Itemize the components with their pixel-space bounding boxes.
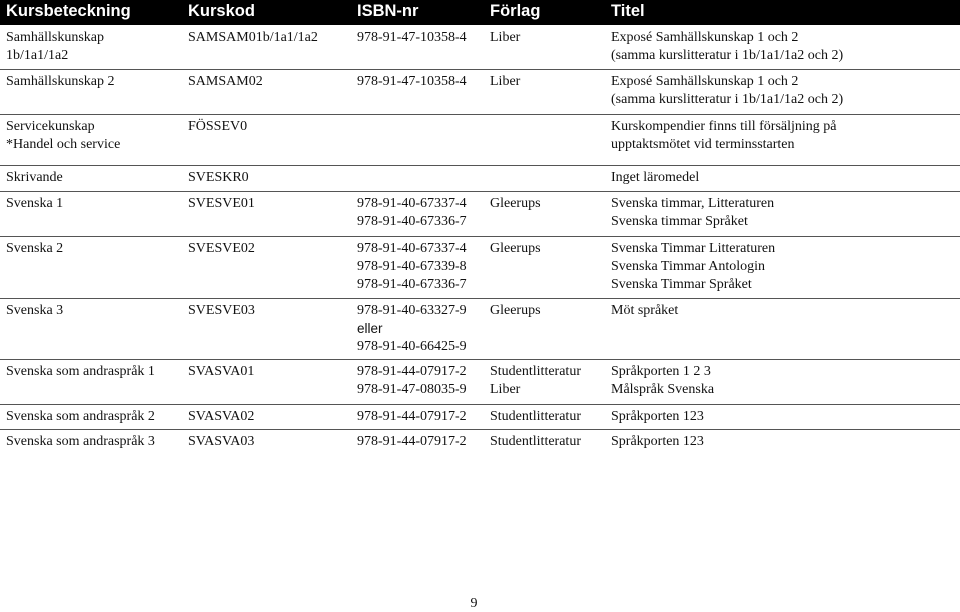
course-line: Servicekunskap <box>6 119 95 134</box>
cell-course <box>6 195 63 213</box>
cell-publisher <box>490 240 541 258</box>
cell-title <box>611 118 837 154</box>
course-line: Svenska 1 <box>6 196 64 211</box>
title-line: Exposé Samhällskunskap 1 och 2 <box>611 30 799 45</box>
title-line: upptaktsmötet vid terminsstarten <box>611 137 795 152</box>
title-line: Svenska Timmar Litteraturen <box>611 241 776 256</box>
title-line: Svenska timmar Språket <box>611 214 748 229</box>
row-separator <box>0 69 960 70</box>
cell-publisher <box>490 73 520 91</box>
row-separator <box>0 165 960 166</box>
cell-isbn <box>357 195 467 231</box>
isbn-line: eller <box>357 321 383 336</box>
title-line: (samma kurslitteratur i 1b/1a1/1a2 och 2) <box>611 92 844 107</box>
header-titel: Titel <box>611 2 645 20</box>
course-code-line: SAMSAM02 <box>188 74 263 89</box>
cell-publisher <box>490 408 581 426</box>
publisher-line: Gleerups <box>490 303 541 318</box>
cell-code <box>188 118 247 136</box>
cell-isbn <box>357 240 467 294</box>
course-line: Skrivande <box>6 170 63 185</box>
title-line: Målspråk Svenska <box>611 382 715 397</box>
course-line: Samhällskunskap 2 <box>6 74 115 89</box>
cell-code <box>188 408 254 426</box>
title-line: Möt språket <box>611 303 679 318</box>
course-code-line: SVASVA01 <box>188 364 255 379</box>
cell-title <box>611 195 774 231</box>
cell-code <box>188 195 255 213</box>
cell-course <box>6 169 63 187</box>
isbn-line: 978-91-47-08035-9 <box>357 382 467 397</box>
header-kursbeteckning: Kursbeteckning <box>6 2 131 20</box>
isbn-line: 978-91-40-67336-7 <box>357 277 467 292</box>
isbn-line: 978-91-44-07917-2 <box>357 364 467 379</box>
cell-course <box>6 363 155 381</box>
isbn-line: 978-91-40-67337-4 <box>357 241 467 256</box>
course-code-line: SVESKR0 <box>188 170 249 185</box>
cell-title <box>611 302 678 320</box>
course-line: Svenska 3 <box>6 303 64 318</box>
title-line: Språkporten 123 <box>611 409 704 424</box>
cell-publisher <box>490 29 520 47</box>
cell-code <box>188 302 255 320</box>
course-code-line: SVASVA03 <box>188 434 255 449</box>
cell-code <box>188 363 254 381</box>
title-line: Svenska timmar, Litteraturen <box>611 196 775 211</box>
header-forlag: Förlag <box>490 2 541 20</box>
course-code-line: FÖSSEV0 <box>188 119 248 134</box>
course-line: Samhällskunskap <box>6 30 104 45</box>
isbn-line: 978-91-47-10358-4 <box>357 74 467 89</box>
title-line: Exposé Samhällskunskap 1 och 2 <box>611 74 799 89</box>
cell-code <box>188 29 318 47</box>
isbn-line: 978-91-40-66425-9 <box>357 339 467 354</box>
course-line: Svenska som andraspråk 3 <box>6 434 155 449</box>
cell-publisher <box>490 302 541 320</box>
cell-title <box>611 29 843 65</box>
cell-course <box>6 433 155 451</box>
cell-course <box>6 302 63 320</box>
course-line: *Handel och service <box>6 137 121 152</box>
publisher-line: Studentlitteratur <box>490 409 581 424</box>
course-line: Svenska som andraspråk 2 <box>6 409 155 424</box>
row-separator <box>0 236 960 237</box>
cell-code <box>188 240 255 258</box>
title-line: Kurskompendier finns till försäljning på <box>611 119 837 134</box>
cell-course <box>6 240 63 258</box>
cell-code <box>188 433 254 451</box>
course-line: Svenska som andraspråk 1 <box>6 364 155 379</box>
cell-publisher <box>490 363 581 399</box>
isbn-line: 978-91-47-10358-4 <box>357 30 467 45</box>
course-code-line: SVESVE01 <box>188 196 255 211</box>
title-line: Språkporten 1 2 3 <box>611 364 711 379</box>
row-separator <box>0 359 960 360</box>
course-code-line: SVASVA02 <box>188 409 255 424</box>
isbn-line: 978-91-40-67337-4 <box>357 196 467 211</box>
cell-isbn <box>357 363 467 399</box>
row-separator <box>0 298 960 299</box>
cell-isbn <box>357 29 467 47</box>
isbn-line: 978-91-40-67339-8 <box>357 259 467 274</box>
cell-isbn <box>357 302 467 356</box>
isbn-line: 978-91-44-07917-2 <box>357 434 467 449</box>
row-separator <box>0 191 960 192</box>
cell-title <box>611 240 775 294</box>
title-line: Språkporten 123 <box>611 434 704 449</box>
publisher-line: Liber <box>490 30 521 45</box>
cell-isbn <box>357 433 467 451</box>
publisher-line: Liber <box>490 74 521 89</box>
cell-title <box>611 433 704 451</box>
cell-course <box>6 29 104 65</box>
row-separator <box>0 114 960 115</box>
isbn-line: 978-91-40-67336-7 <box>357 214 467 229</box>
title-line: (samma kurslitteratur i 1b/1a1/1a2 och 2) <box>611 48 844 63</box>
cell-code <box>188 73 263 91</box>
isbn-line: 978-91-40-63327-9 <box>357 303 467 318</box>
cell-title <box>611 73 843 109</box>
course-line: 1b/1a1/1a2 <box>6 48 69 63</box>
publisher-line: Studentlitteratur <box>490 434 581 449</box>
cell-code <box>188 169 249 187</box>
cell-course <box>6 118 120 154</box>
table-header <box>0 0 960 25</box>
title-line: Inget läromedel <box>611 170 700 185</box>
publisher-line: Liber <box>490 382 521 397</box>
cell-course <box>6 408 155 426</box>
header-kurskod: Kurskod <box>188 2 255 20</box>
isbn-line: 978-91-44-07917-2 <box>357 409 467 424</box>
course-code-line: SVESVE02 <box>188 241 255 256</box>
cell-isbn <box>357 73 467 91</box>
page-number: 9 <box>470 596 478 611</box>
publisher-line: Gleerups <box>490 196 541 211</box>
cell-publisher <box>490 195 541 213</box>
cell-title <box>611 169 699 187</box>
title-line: Svenska Timmar Språket <box>611 277 752 292</box>
row-separator <box>0 404 960 405</box>
row-separator <box>0 429 960 430</box>
publisher-line: Studentlitteratur <box>490 364 581 379</box>
cell-title <box>611 408 704 426</box>
header-isbn: ISBN-nr <box>357 2 419 20</box>
course-code-line: SAMSAM01b/1a1/1a2 <box>188 30 318 45</box>
publisher-line: Gleerups <box>490 241 541 256</box>
course-code-line: SVESVE03 <box>188 303 255 318</box>
course-line: Svenska 2 <box>6 241 64 256</box>
cell-isbn <box>357 408 467 426</box>
cell-course <box>6 73 115 91</box>
cell-title <box>611 363 714 399</box>
cell-publisher <box>490 433 581 451</box>
title-line: Svenska Timmar Antologin <box>611 259 766 274</box>
